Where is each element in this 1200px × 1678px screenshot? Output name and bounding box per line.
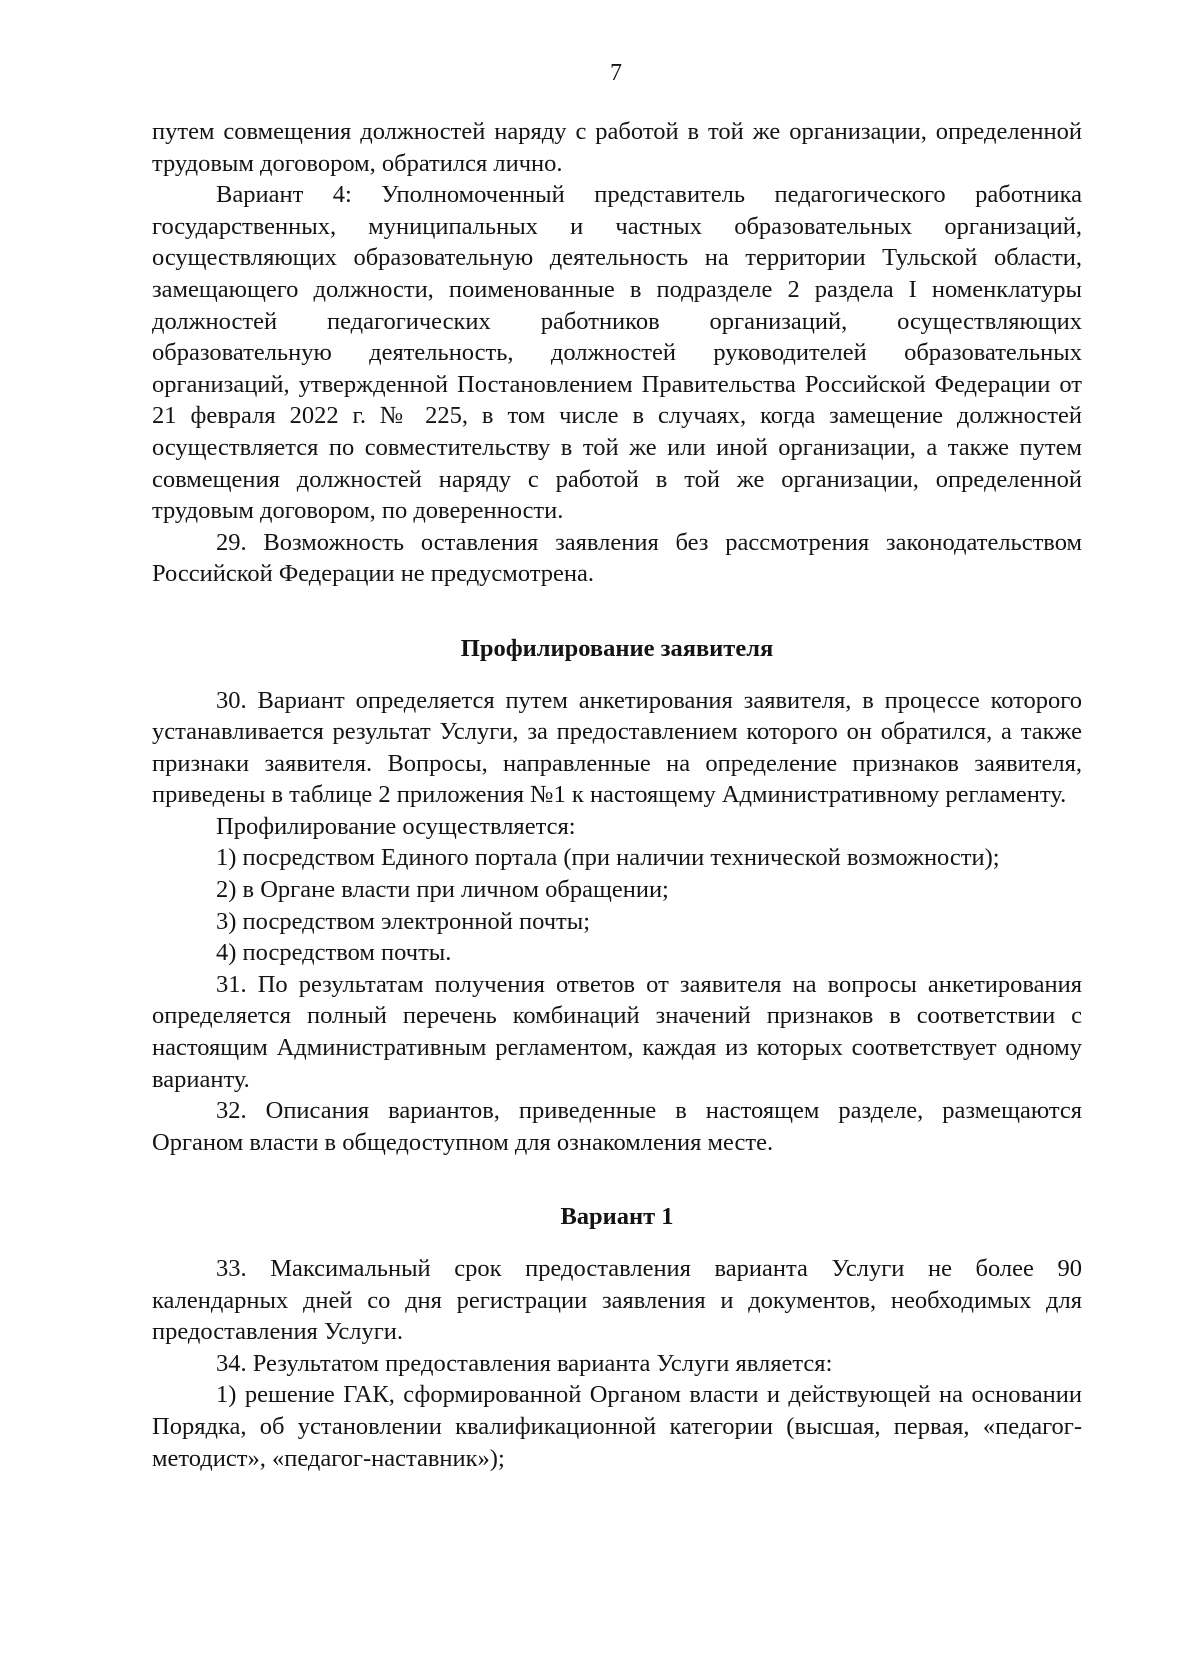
paragraph: 31. По результатам получения ответов от заявителя на вопросы анкетирования определяется полный перечень комбинаций значений признаков в соответствии с настоящим Административным регламентом, каждая из которых соответствует одному варианту. xyxy=(152,970,1082,1093)
paragraph: 32. Описания вариантов, приведенные в настоящем разделе, размещаются Органом власти в общедоступном для ознакомления месте. xyxy=(152,1097,1082,1156)
list-item: 4) посредством почты. xyxy=(216,939,452,967)
paragraph: Профилирование осуществляется: xyxy=(216,812,576,840)
paragraph: Вариант 4: Уполномоченный представитель педагогического работника государственных, муниципальных и частных образовательных организаций, осуществляющих образовательную деятельность на территории Тульской области, замещающего должности, поименованные в подразделе 2 раздела I номенклатуры должностей педагогических работников организаций, осуществляющих образовательную деятельность, должностей руководителей образовательных организаций, утвержденной Постановлением Правительства Российской Федерации от 21 февраля 2022 г. № 225, в том числе в случаях, когда замещение должностей осуществляется по совместительству в той же или иной организации, а также путем совмещения должностей наряду с работой в той же организации, определенной трудовым договором, по доверенности. xyxy=(152,181,1082,525)
paragraph: путем совмещения должностей наряду с работой в той же организации, определенной трудовым договором, обратился лично. xyxy=(152,118,1082,177)
list-item: 2) в Органе власти при личном обращении; xyxy=(216,876,669,904)
document-body xyxy=(152,116,1082,1474)
paragraph: 34. Результатом предоставления варианта Услуги является: xyxy=(216,1349,833,1377)
list-item: 1) решение ГАК, сформированной Органом власти и действующей на основании Порядка, об установлении квалификационной категории (высшая, первая, «педагог-методист», «педагог-наставник»); xyxy=(152,1381,1082,1472)
paragraph: 33. Максимальный срок предоставления варианта Услуги не более 90 календарных дней со дня регистрации заявления и документов, необходимых для предоставления Услуги. xyxy=(152,1255,1082,1346)
section-heading: Вариант 1 xyxy=(560,1203,674,1231)
list-item: 1) посредством Единого портала (при наличии технической возможности); xyxy=(216,844,1000,872)
page-number: 7 xyxy=(610,60,622,86)
paragraph: 29. Возможность оставления заявления без рассмотрения законодательством Российской Федерации не предусмотрена. xyxy=(152,528,1082,588)
section-heading: Профилирование заявителя xyxy=(460,634,774,662)
paragraph: 30. Вариант определяется путем анкетирования заявителя, в процессе которого устанавливается результат Услуги, за предоставлением которого он обратился, а также признаки заявителя. Вопросы, направленные на определение признаков заявителя, приведены в таблице 2 приложения №1 к настоящему Административному регламенту. xyxy=(152,686,1082,809)
list-item: 3) посредством электронной почты; xyxy=(216,907,591,935)
